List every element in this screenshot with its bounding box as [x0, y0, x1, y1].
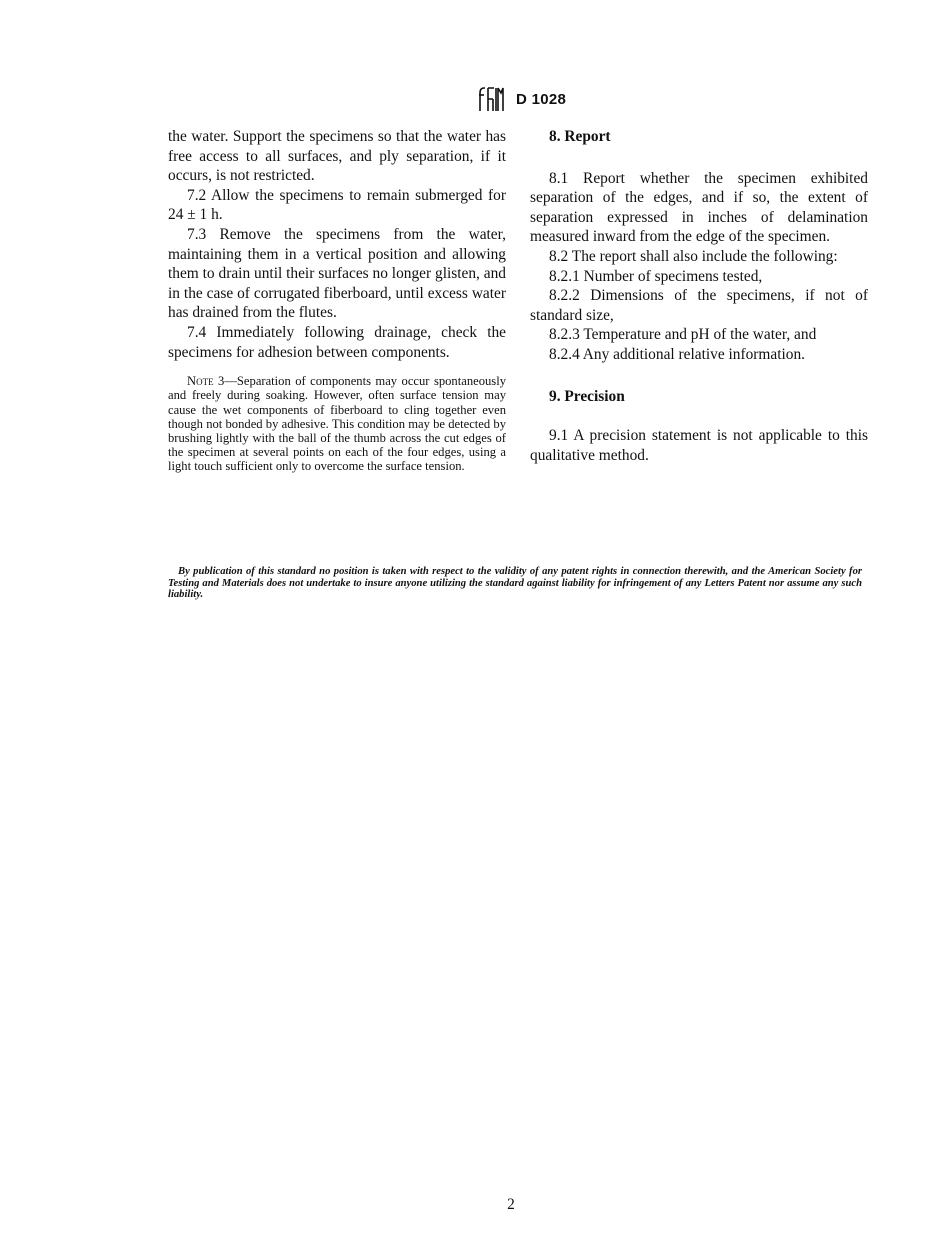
paragraph-7-1-continuation: the water. Support the specimens so that the water has free access to all surfaces, and ply separation, if it occurs, is not restricted. [168, 128, 506, 185]
standard-designation: D 1028 [516, 90, 567, 108]
left-column [168, 127, 506, 474]
note-3 [168, 374, 506, 473]
section-9-heading: 9. Precision [549, 387, 625, 405]
paragraph-8-1: 8.1 Report whether the specimen exhibited separation of the edges, and if so, the extent of separation expressed in inches of delamination measured inward from the edge of the specimen. [530, 169, 868, 246]
patent-notice: By publication of this standard no position is taken with respect to the validity of any patent rights in connection therewith, and the American Society for Testing and Materials does not undertake to insure anyone utilizing the standard against liability for infringement of any Letters Patent nor assume any such liability. [168, 566, 862, 601]
astm-logo-icon [478, 85, 504, 113]
paragraph-7-2: 7.2 Allow the specimens to remain submerged for 24 ± 1 h. [168, 186, 506, 224]
paragraph-8-2: 8.2 The report shall also include the following: [549, 247, 838, 265]
page-header [478, 84, 566, 114]
paragraph-8-2-2: 8.2.2 Dimensions of the specimens, if not of standard size, [530, 287, 868, 324]
page-number: 2 [507, 1196, 515, 1213]
paragraph-9-1: 9.1 A precision statement is not applicable to this qualitative method. [530, 427, 868, 464]
section-8-heading: 8. Report [549, 128, 611, 145]
paragraph-8-2-4: 8.2.4 Any additional relative information. [549, 345, 806, 363]
paragraph-7-4: 7.4 Immediately following drainage, check the specimens for adhesion between components. [168, 323, 506, 361]
paragraph-8-2-1: 8.2.1 Number of specimens tested, [549, 267, 763, 285]
right-column [530, 127, 868, 465]
paragraph-8-2-3: 8.2.3 Temperature and pH of the water, and [549, 326, 817, 344]
note-text: —Separation of components may occur spontaneously and freely during soaking. However, often surface tension may cause the wet components of fiberboard to cling together even though not bonded by adhesive. This condition may be detected by brushing lightly with the ball of the thumb across the cut edges of the specimen at several points on each of the four edges, using a light touch sufficient only to overcome the surface tension. [168, 374, 506, 474]
paragraph-7-3: 7.3 Remove the specimens from the water, maintaining them in a vertical position and allowing them to drain until their surfaces no longer glisten, and in the case of corrugated fiberboard, until excess water has drained from the flutes. [168, 225, 506, 322]
note-label: Note 3 [187, 374, 225, 389]
